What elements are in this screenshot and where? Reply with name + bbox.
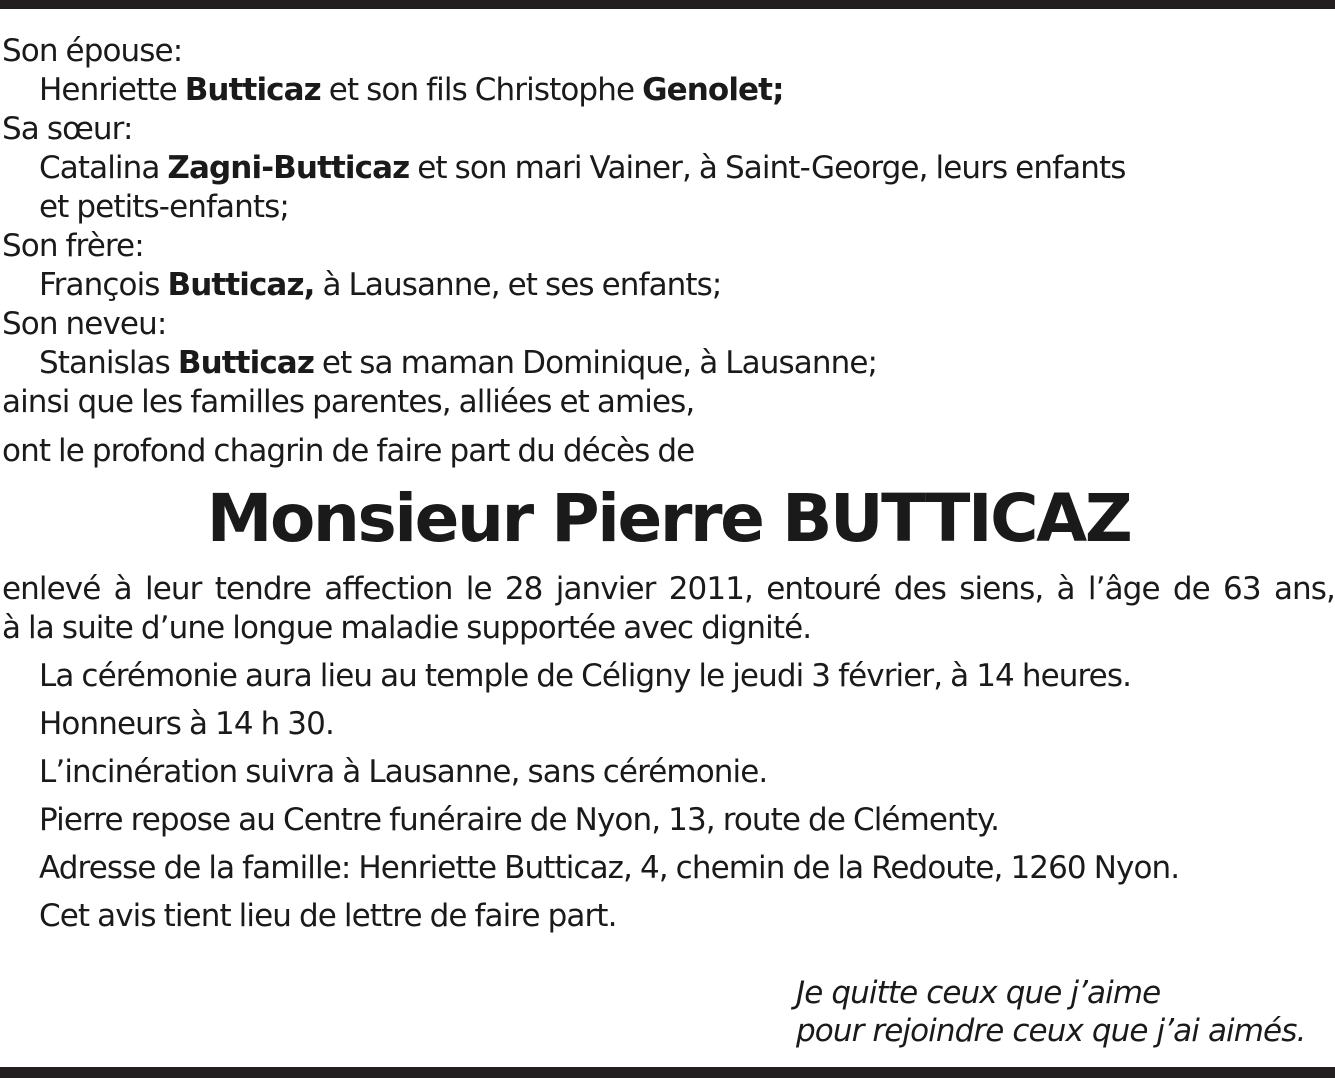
arrangement-honneurs: Honneurs à 14 h 30. (39, 706, 334, 742)
frere-line: François Butticaz, à Lausanne, et ses enfants; (39, 267, 722, 303)
surname-bold: Butticaz (184, 72, 321, 108)
frere-label: Son frère: (2, 228, 144, 264)
details-line-2: à la suite d’une longue maladie supportée avec dignité. (2, 610, 812, 646)
surname-bold: Zagni-Butticaz (167, 150, 410, 186)
obituary-notice (2, 32, 1335, 936)
quote-line-2: pour rejoindre ceux que j’ai aimés. (796, 1013, 1306, 1049)
bottom-rule (0, 1067, 1335, 1078)
surname-bold: Butticaz, (167, 267, 315, 303)
neveu-label: Son neveu: (2, 306, 167, 342)
top-rule (0, 0, 1335, 9)
epouse-label: Son épouse: (2, 33, 183, 69)
familles-line: ainsi que les familles parentes, alliées et amies, (2, 384, 695, 420)
arrangement-repose: Pierre repose au Centre funéraire de Nyon, 13, route de Clémenty. (39, 802, 1000, 838)
closing-quote (796, 974, 1305, 1050)
annonce-line: ont le profond chagrin de faire part du décès de (2, 433, 695, 469)
details-line-1: enlevé à leur tendre affection le 28 janvier 2011, entouré des siens, à l’âge de 63 ans, (2, 571, 1335, 607)
surname-bold: Butticaz (177, 345, 314, 381)
arrangement-ceremonie: La cérémonie aura lieu au temple de Céligny le jeudi 3 février, à 14 heures. (39, 658, 1132, 694)
arrangement-incineration: L’incinération suivra à Lausanne, sans cérémonie. (39, 754, 768, 790)
quote-line-1: Je quitte ceux que j’aime (796, 975, 1161, 1011)
surname-bold: Genolet; (642, 72, 784, 108)
neveu-line: Stanislas Butticaz et sa maman Dominique, à Lausanne; (39, 345, 878, 381)
arrangement-adresse: Adresse de la famille: Henriette Butticaz, 4, chemin de la Redoute, 1260 Nyon. (39, 850, 1180, 886)
soeur-label: Sa sœur: (2, 111, 133, 147)
soeur-line-2: et petits-enfants; (39, 189, 289, 225)
deceased-name: Monsieur Pierre BUTTICAZ (206, 480, 1131, 557)
arrangement-avis: Cet avis tient lieu de lettre de faire part. (39, 898, 617, 934)
epouse-line: Henriette Butticaz et son fils Christophe Genolet; (39, 72, 784, 108)
soeur-line-1: Catalina Zagni-Butticaz et son mari Vainer, à Saint-George, leurs enfants (39, 150, 1126, 186)
